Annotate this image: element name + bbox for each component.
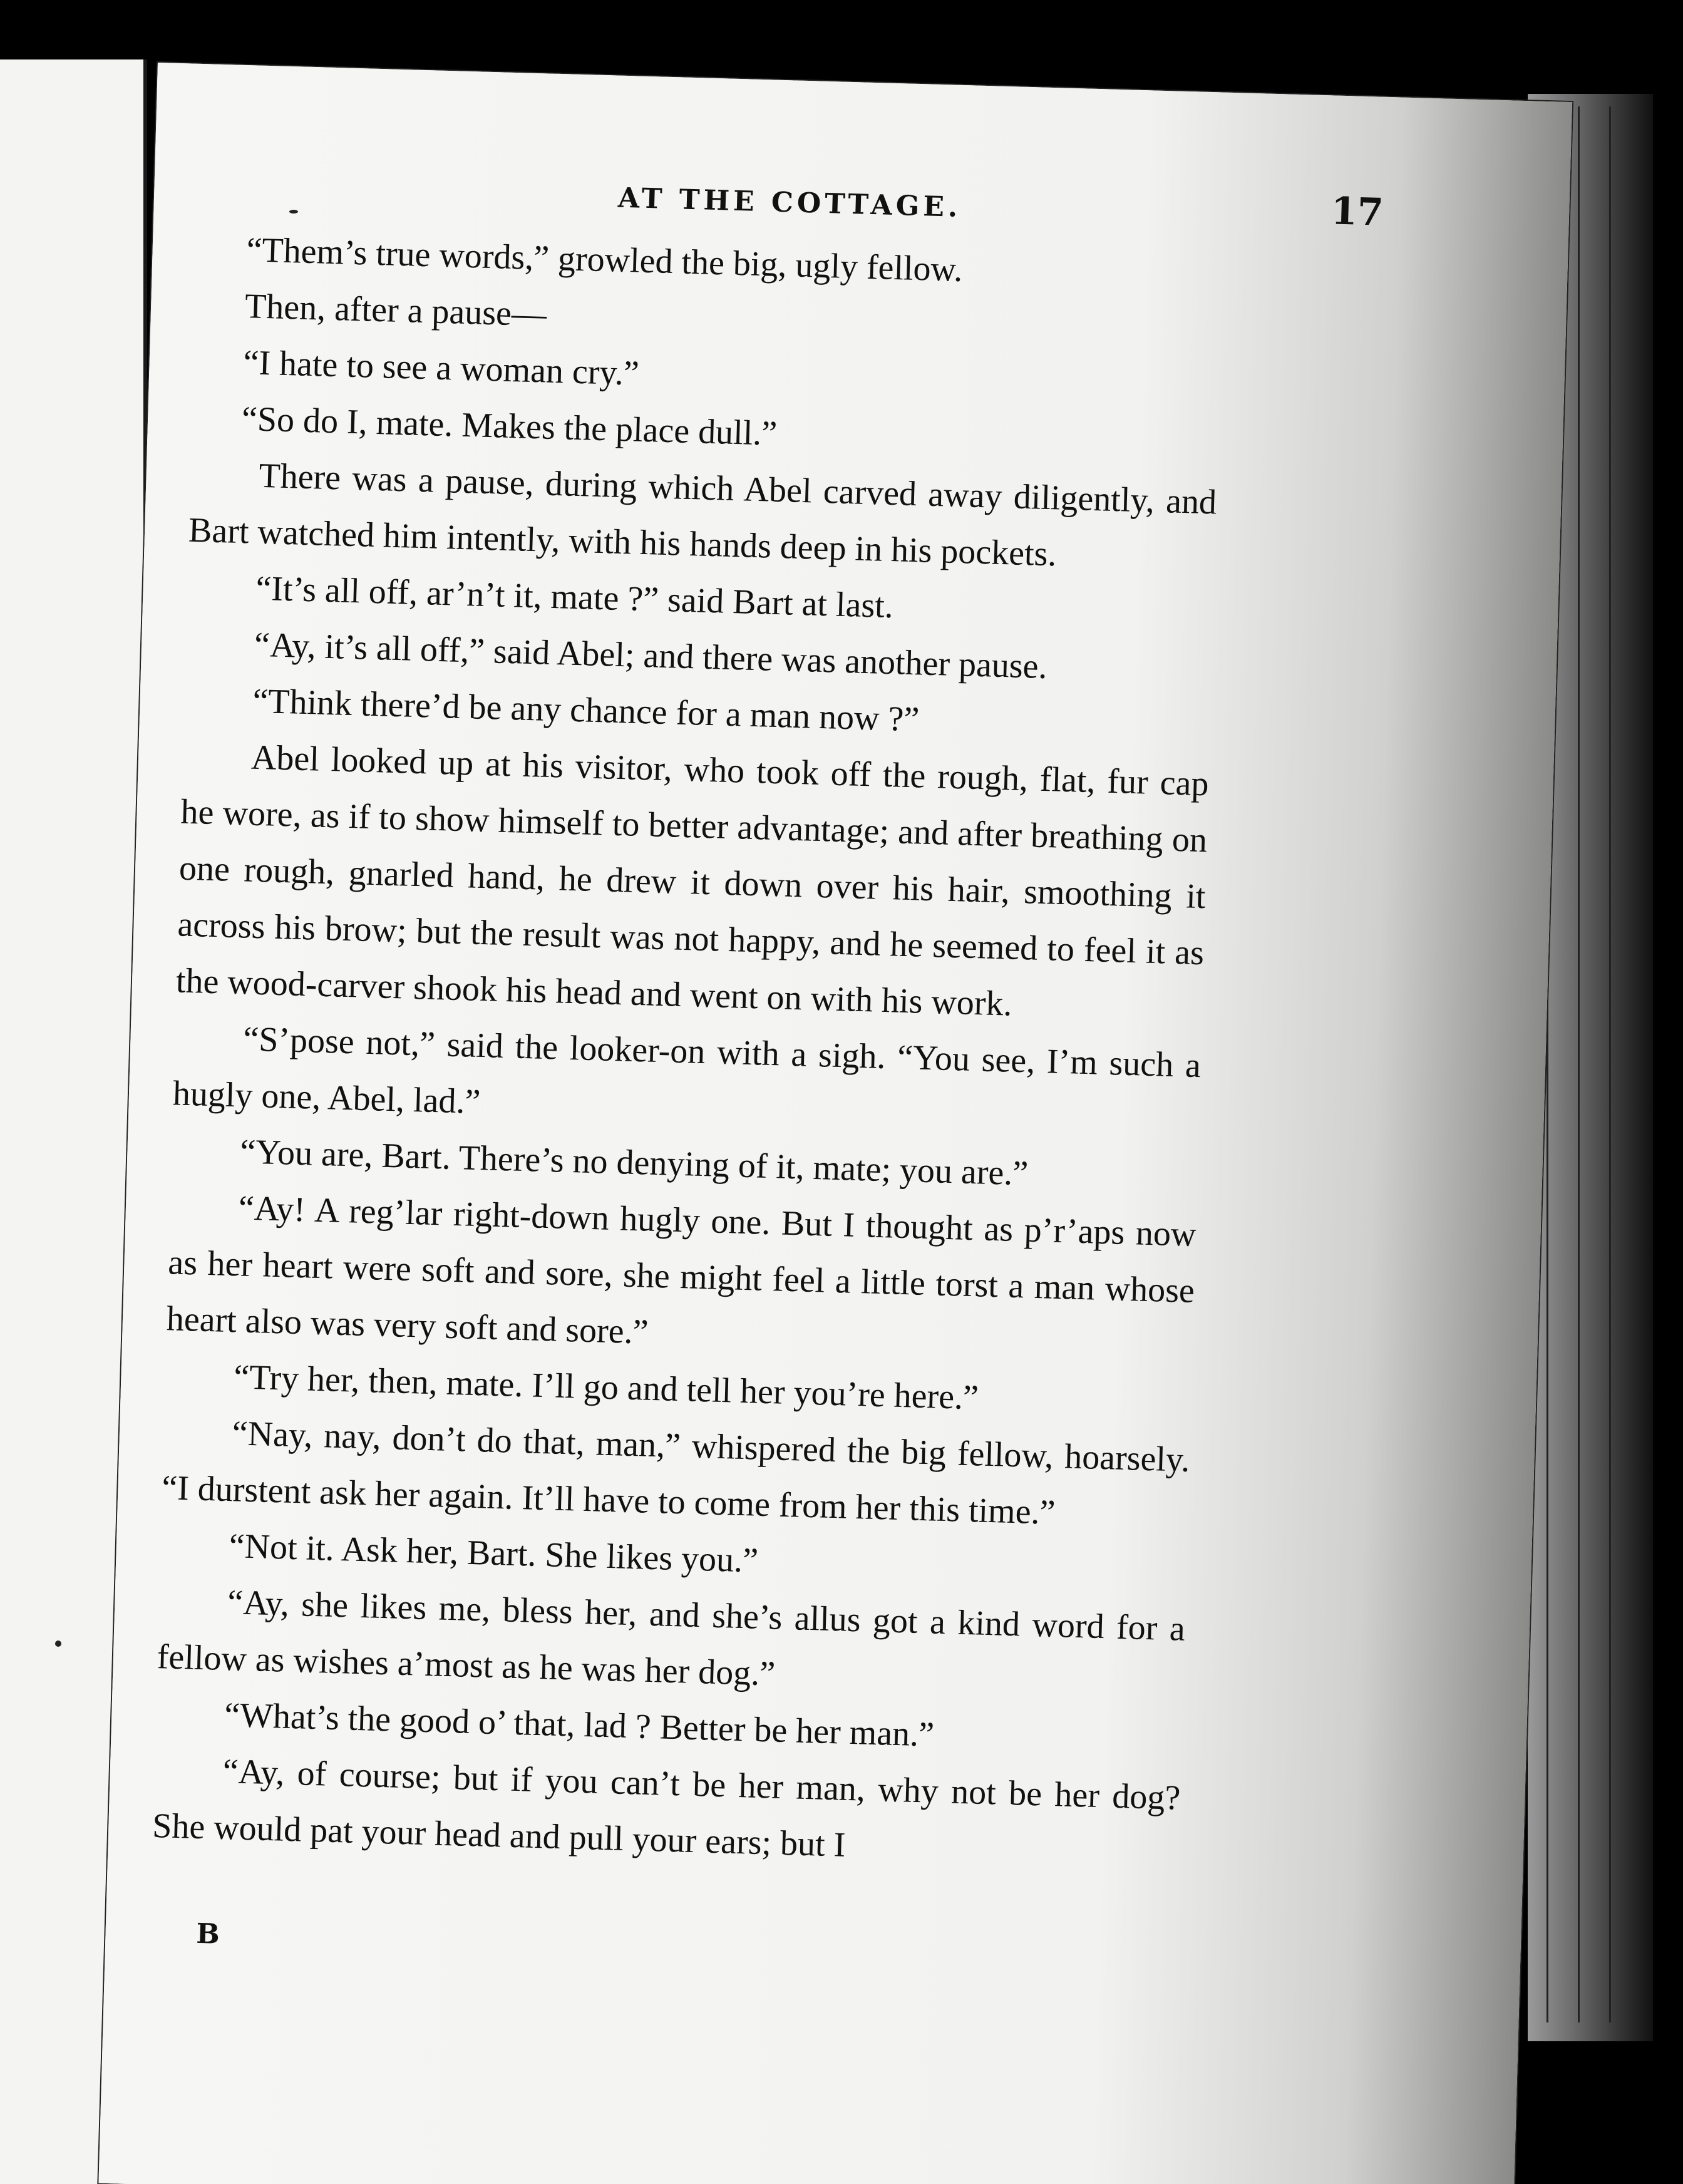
paragraph: “Ay, she likes me, bless her, and she’s allus got a kind word for a fellow as wishes a’most as he was her dog.” <box>157 1583 1186 1694</box>
page-text <box>152 220 1223 1883</box>
paragraph: “What’s the good o’ that, lad ? Better be her man.” <box>224 1696 935 1754</box>
page-number: 17 <box>1330 189 1384 235</box>
sheet-edge <box>1578 106 1580 2022</box>
sheet-edge <box>1609 106 1611 2022</box>
paragraph: “Nay, nay, don’t do that, man,” whispered the big fellow, hoarsely. “I durstent ask her again. It’ll have to come from her this time.” <box>161 1414 1191 1532</box>
signature-mark: B <box>195 1917 220 1950</box>
scan-speck <box>55 1641 61 1647</box>
paragraph: “Try her, then, mate. I’ll go and tell her you’re here.” <box>233 1357 979 1418</box>
paragraph: “Ay, it’s all off,” said Abel; and there was another pause. <box>254 625 1048 687</box>
paragraph: “Them’s true words,” growled the big, ugly fellow. <box>245 230 964 290</box>
paragraph: “You are, Bart. There’s no denying of it, mate; you are.” <box>239 1132 1029 1193</box>
paragraph: “I hate to see a woman cry.” <box>242 343 640 393</box>
paragraph: Abel looked up at his visitor, who took off the rough, flat, fur cap he wore, as if to show himself to better advantage; and after breathing on one rough, gnarled hand, he drew it down over his hair, smoothing it across his brow; but the result was not happy, and he seemed to feel it as the wood-carver shook his head and went on with his work. <box>175 738 1210 1024</box>
scan-speck <box>289 210 298 214</box>
running-head: AT THE COTTAGE. <box>617 182 962 224</box>
book-page <box>98 63 1572 2184</box>
paragraph: There was a pause, during which Abel carved away diligently, and Bart watched him intently, with his hands deep in his pockets. <box>188 456 1217 574</box>
paragraph: “It’s all off, ar’n’t it, mate ?” said Bart at last. <box>255 569 894 626</box>
paragraph: “S’pose not,” said the looker-on with a sigh. “You see, I’m such a hugly one, Abel, lad.” <box>172 1019 1202 1122</box>
paragraph: “So do I, mate. Makes the place dull.” <box>241 399 778 453</box>
paragraph: “Think there’d be any chance for a man now ?” <box>252 681 920 739</box>
paragraph: “Ay! A reg’lar right-down hugly one. But I thought as p’r’aps now as her heart were soft and sore, she might feel a little torst a man whose heart also was very soft and sore.” <box>166 1188 1197 1352</box>
paragraph: “Ay, of course; but if you can’t be her man, why not be her dog? She would pat your head and pull your ears; but I <box>152 1751 1181 1865</box>
paragraph: “Not it. Ask her, Bart. She likes you.” <box>229 1527 759 1580</box>
paragraph: Then, after a pause— <box>244 287 547 334</box>
